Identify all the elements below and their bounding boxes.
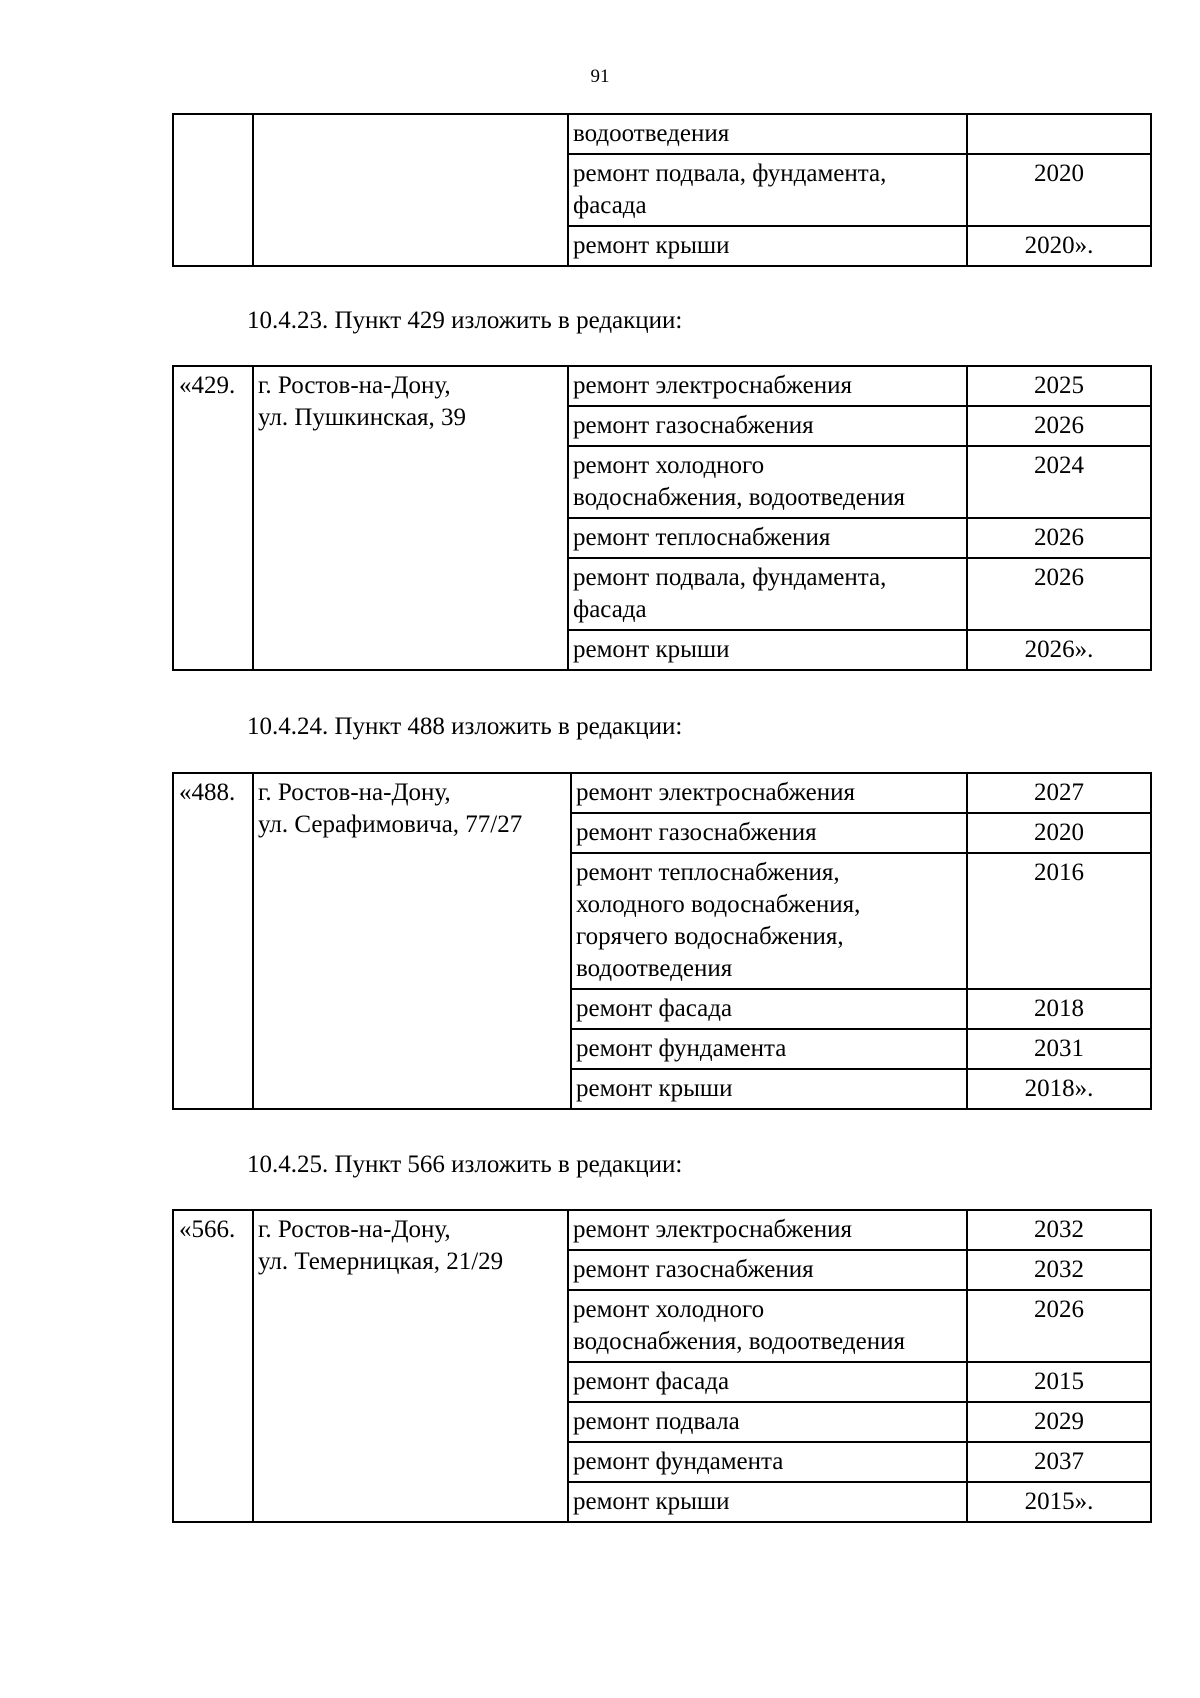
- address-cell: [253, 366, 568, 670]
- year-cell: 2016: [967, 853, 1151, 989]
- work-type-line: ремонт фундамента: [573, 1448, 784, 1475]
- year-cell: 2026».: [967, 630, 1151, 670]
- work-type-line: ремонт подвала, фундамента,: [573, 564, 887, 591]
- work-type-line: ремонт крыши: [573, 232, 730, 259]
- work-type-line: ремонт газоснабжения: [573, 1256, 814, 1283]
- section-heading-488: 10.4.24. Пункт 488 изложить в редакции:: [247, 713, 683, 740]
- address-line: ул. Пушкинская, 39: [258, 404, 467, 431]
- address-cell: [253, 773, 571, 1109]
- work-type-line: водоотведения: [573, 120, 730, 147]
- work-type-line: ремонт подвала: [573, 1408, 740, 1435]
- work-type-cell: [571, 989, 967, 1029]
- work-type-cell: [571, 853, 967, 989]
- address-line: г. Ростов-на-Дону,: [258, 372, 451, 399]
- year-cell: 2032: [967, 1250, 1151, 1290]
- year-cell: 2025: [967, 366, 1151, 406]
- work-type-line: ремонт холодного: [573, 1296, 765, 1323]
- table-row: [173, 773, 1151, 813]
- address-line: ул. Серафимовича, 77/27: [258, 811, 523, 838]
- address-line: ул. Темерницкая, 21/29: [258, 1248, 504, 1275]
- year-cell: 2027: [967, 773, 1151, 813]
- section-heading-566: 10.4.25. Пункт 566 изложить в редакции:: [247, 1151, 683, 1178]
- work-type-line: ремонт теплоснабжения,: [576, 859, 840, 886]
- work-type-cell: [568, 114, 967, 154]
- work-type-cell: [568, 518, 967, 558]
- work-type-cell: [568, 446, 967, 518]
- work-type-cell: [568, 558, 967, 630]
- year-cell: 2015».: [967, 1482, 1151, 1522]
- work-type-line: ремонт крыши: [573, 1488, 730, 1515]
- address-cell: [253, 114, 568, 266]
- work-type-cell: [568, 1250, 967, 1290]
- section-table-488: [172, 772, 1152, 1110]
- work-type-cell: [568, 366, 967, 406]
- work-type-cell: [571, 1029, 967, 1069]
- year-cell: 2020».: [967, 226, 1151, 266]
- work-type-line: ремонт крыши: [573, 636, 730, 663]
- work-type-line: водоснабжения, водоотведения: [573, 484, 905, 511]
- year-cell: 2024: [967, 446, 1151, 518]
- year-cell: 2031: [967, 1029, 1151, 1069]
- work-type-cell: [571, 813, 967, 853]
- work-type-line: ремонт фасада: [576, 995, 733, 1022]
- year-cell: 2037: [967, 1442, 1151, 1482]
- work-type-line: водоснабжения, водоотведения: [573, 1328, 905, 1355]
- work-type-line: ремонт фундамента: [576, 1035, 787, 1062]
- work-type-line: ремонт газоснабжения: [576, 819, 817, 846]
- work-type-line: ремонт крыши: [576, 1075, 733, 1102]
- year-cell: [967, 114, 1151, 154]
- work-type-line: ремонт электроснабжения: [573, 372, 852, 399]
- section-table-429: [172, 365, 1152, 671]
- page-number: 91: [590, 66, 610, 87]
- table-row: [173, 114, 1151, 154]
- work-type-line: ремонт газоснабжения: [573, 412, 814, 439]
- work-type-cell: [568, 1482, 967, 1522]
- work-type-line: горячего водоснабжения,: [576, 923, 844, 950]
- year-cell: 2020: [967, 813, 1151, 853]
- work-type-cell: [568, 1362, 967, 1402]
- item-number: «566.: [173, 1210, 253, 1522]
- year-cell: 2020: [967, 154, 1151, 226]
- table-row: [173, 1210, 1151, 1250]
- work-type-cell: [568, 1442, 967, 1482]
- year-cell: 2026: [967, 406, 1151, 446]
- work-type-cell: [568, 1210, 967, 1250]
- work-type-cell: [568, 1402, 967, 1442]
- work-type-line: ремонт холодного: [573, 452, 765, 479]
- year-cell: 2015: [967, 1362, 1151, 1402]
- year-cell: 2032: [967, 1210, 1151, 1250]
- address-line: г. Ростов-на-Дону,: [258, 1216, 451, 1243]
- year-cell: 2018: [967, 989, 1151, 1029]
- item-number: «488.: [173, 773, 253, 1109]
- item-number: «429.: [173, 366, 253, 670]
- work-type-cell: [568, 154, 967, 226]
- work-type-line: холодного водоснабжения,: [576, 891, 861, 918]
- work-type-cell: [568, 406, 967, 446]
- section-heading-429: 10.4.23. Пункт 429 изложить в редакции:: [247, 307, 683, 334]
- year-cell: 2026: [967, 518, 1151, 558]
- address-cell: [253, 1210, 568, 1522]
- work-type-cell: [568, 630, 967, 670]
- year-cell: 2026: [967, 558, 1151, 630]
- work-type-cell: [568, 226, 967, 266]
- work-type-cell: [571, 1069, 967, 1109]
- item-number: [173, 114, 253, 266]
- work-type-line: ремонт фасада: [573, 1368, 730, 1395]
- work-type-line: ремонт теплоснабжения: [573, 524, 831, 551]
- year-cell: 2026: [967, 1290, 1151, 1362]
- work-type-line: ремонт электроснабжения: [573, 1216, 852, 1243]
- work-type-line: водоотведения: [576, 955, 733, 982]
- table-row: [173, 366, 1151, 406]
- address-line: г. Ростов-на-Дону,: [258, 779, 451, 806]
- work-type-cell: [568, 1290, 967, 1362]
- work-type-line: фасада: [573, 192, 647, 219]
- section-table-566: [172, 1209, 1152, 1523]
- continuation-table: [172, 113, 1152, 267]
- year-cell: 2029: [967, 1402, 1151, 1442]
- work-type-cell: [571, 773, 967, 813]
- work-type-line: ремонт электроснабжения: [576, 779, 855, 806]
- work-type-line: ремонт подвала, фундамента,: [573, 160, 887, 187]
- year-cell: 2018».: [967, 1069, 1151, 1109]
- work-type-line: фасада: [573, 596, 647, 623]
